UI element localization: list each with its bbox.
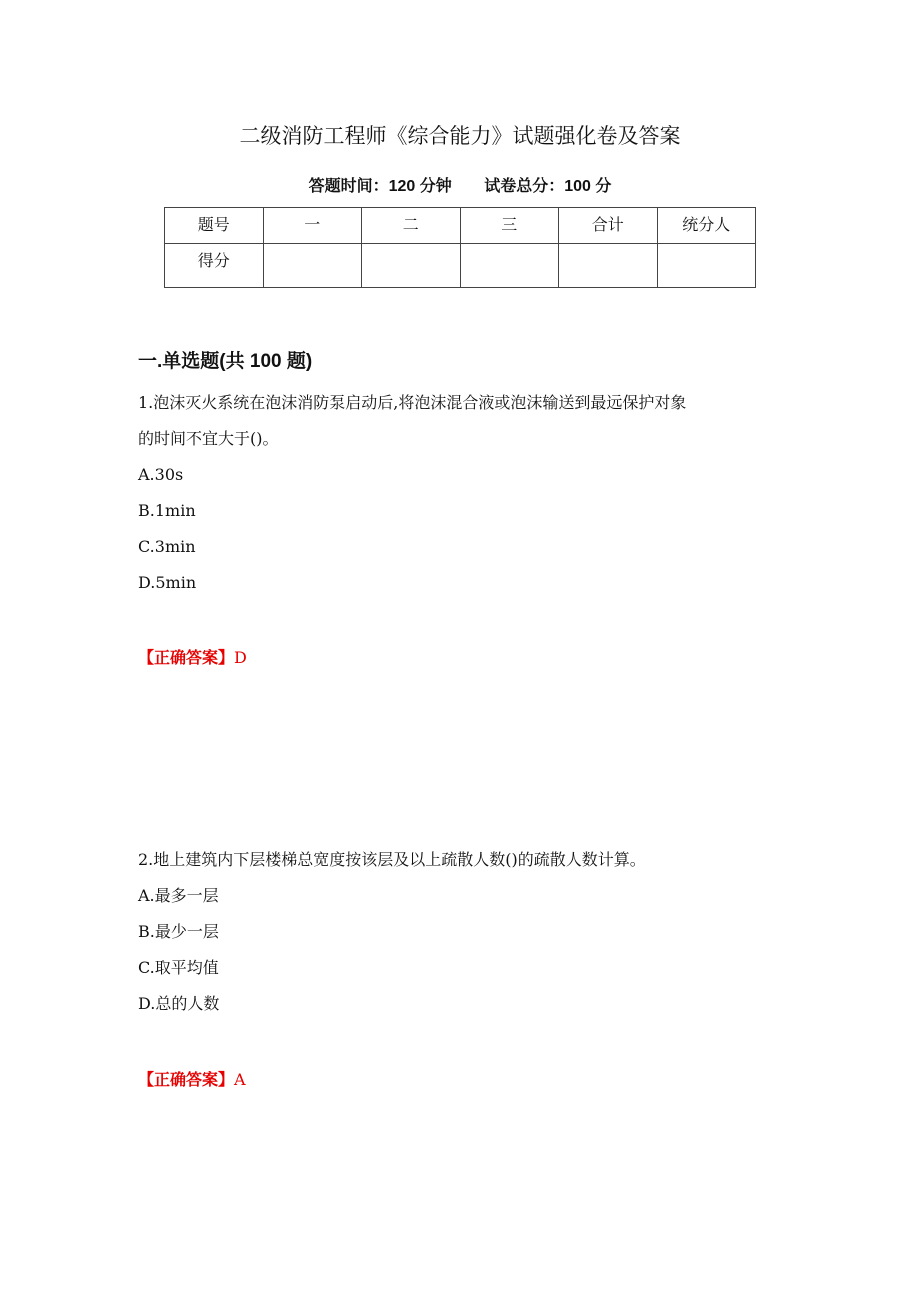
answer-value: D [234, 648, 247, 667]
section-title: 一.单选题(共 100 题) [138, 351, 313, 372]
answer-label: 【正确答案】 [138, 648, 235, 667]
score-cell-empty [559, 244, 658, 288]
score-table [164, 207, 756, 288]
score-table-header-cell: 三 [460, 208, 559, 244]
option-d: D.总的人数 [138, 994, 220, 1013]
question-1 [138, 385, 798, 601]
score-cell-empty [263, 244, 362, 288]
score-cell-empty [460, 244, 559, 288]
exam-meta [0, 173, 920, 196]
score-table-header-cell: 题号 [165, 208, 264, 244]
exam-time: 答题时间：120 分钟 [308, 178, 452, 195]
answer-value: A [234, 1070, 246, 1089]
score-table-score-row [165, 244, 756, 288]
option-a: A.最多一层 [138, 886, 219, 905]
question-text: 1.泡沫灭火系统在泡沫消防泵启动后,将泡沫混合液或泡沫输送到最远保护对象 [138, 393, 687, 412]
option-b: B.1min [138, 501, 196, 520]
question-2 [138, 842, 798, 1022]
option-c: C.取平均值 [138, 958, 219, 977]
answer-2 [138, 1067, 246, 1090]
question-text-cont: 的时间不宜大于()。 [138, 429, 279, 448]
score-table-header-cell: 统分人 [657, 208, 756, 244]
answer-label: 【正确答案】 [138, 1070, 235, 1089]
total-score: 试卷总分：100 分 [484, 178, 612, 195]
score-table-header-cell: 二 [362, 208, 461, 244]
answer-1 [138, 645, 247, 668]
score-table-header-row [165, 208, 756, 244]
score-table-header-cell: 合计 [559, 208, 658, 244]
option-b: B.最少一层 [138, 922, 219, 941]
question-text: 2.地上建筑内下层楼梯总宽度按该层及以上疏散人数()的疏散人数计算。 [138, 850, 646, 869]
document-title: 二级消防工程师《综合能力》试题强化卷及答案 [239, 125, 681, 148]
score-table-header-cell: 一 [263, 208, 362, 244]
option-a: A.30s [138, 465, 184, 484]
score-cell-empty [362, 244, 461, 288]
option-c: C.3min [138, 537, 196, 556]
option-d: D.5min [138, 573, 197, 592]
score-cell-empty [657, 244, 756, 288]
score-row-label: 得分 [165, 244, 264, 288]
